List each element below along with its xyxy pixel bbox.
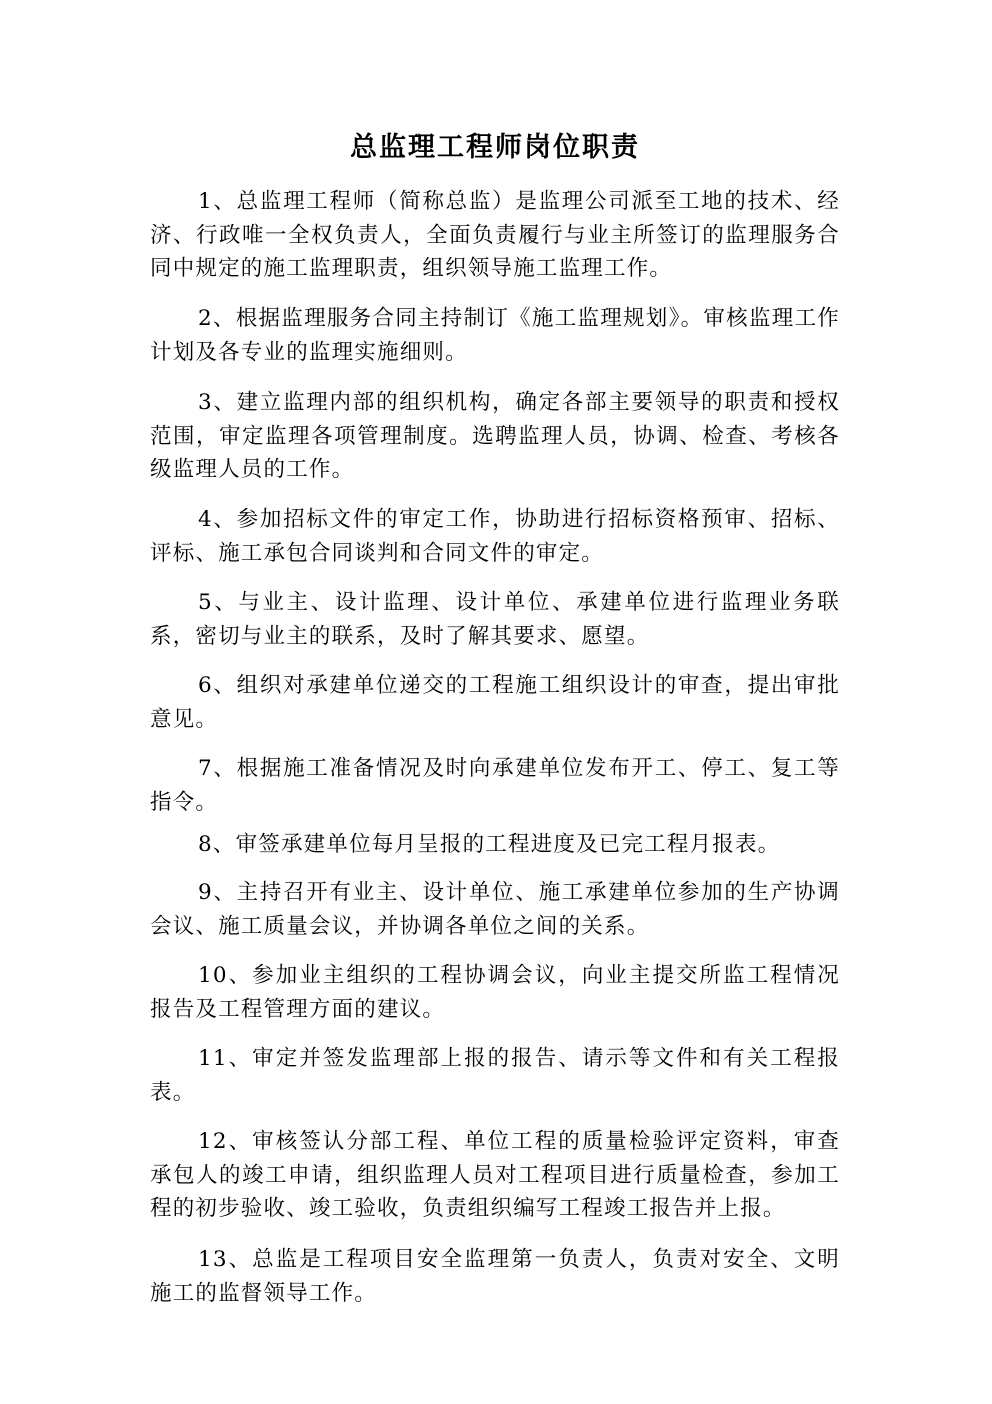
paragraph-5: 5、与业主、设计监理、设计单位、承建单位进行监理业务联系，密切与业主的联系，及时了解其要求、愿望。 xyxy=(150,590,840,649)
paragraph-13: 13、总监是工程项目安全监理第一负责人，负责对安全、文明施工的监督领导工作。 xyxy=(150,1247,840,1306)
paragraph-12: 12、审核签认分部工程、单位工程的质量检验评定资料，审查承包人的竣工申请，组织监理人员对工程项目进行质量检查，参加工程的初步验收、竣工验收，负责组织编写工程竣工报告并上报。 xyxy=(150,1129,840,1221)
paragraph-3: 3、建立监理内部的组织机构，确定各部主要领导的职责和授权范围，审定监理各项管理制度。选聘监理人员，协调、检查、考核各级监理人员的工作。 xyxy=(150,390,840,482)
paragraph-4: 4、参加招标文件的审定工作，协助进行招标资格预审、招标、评标、施工承包合同谈判和合同文件的审定。 xyxy=(150,507,840,566)
paragraph-8: 8、审签承建单位每月呈报的工程进度及已完工程月报表。 xyxy=(198,832,781,857)
paragraph-6: 6、组织对承建单位递交的工程施工组织设计的审查，提出审批意见。 xyxy=(150,673,840,732)
document-title: 总监理工程师岗位职责 xyxy=(350,132,640,163)
paragraph-9: 9、主持召开有业主、设计单位、施工承建单位参加的生产协调会议、施工质量会议，并协调各单位之间的关系。 xyxy=(150,880,840,939)
paragraph-11: 11、审定并签发监理部上报的报告、请示等文件和有关工程报表。 xyxy=(150,1046,840,1105)
paragraph-1: 1、总监理工程师（简称总监）是监理公司派至工地的技术、经济、行政唯一全权负责人，全面负责履行与业主所签订的监理服务合同中规定的施工监理职责，组织领导施工监理工作。 xyxy=(150,189,840,281)
paragraph-7: 7、根据施工准备情况及时向承建单位发布开工、停工、复工等指令。 xyxy=(150,756,840,815)
paragraph-10: 10、参加业主组织的工程协调会议，向业主提交所监工程情况报告及工程管理方面的建议。 xyxy=(150,963,840,1022)
paragraph-2: 2、根据监理服务合同主持制订《施工监理规划》。审核监理工作计划及各专业的监理实施细则。 xyxy=(150,306,840,365)
